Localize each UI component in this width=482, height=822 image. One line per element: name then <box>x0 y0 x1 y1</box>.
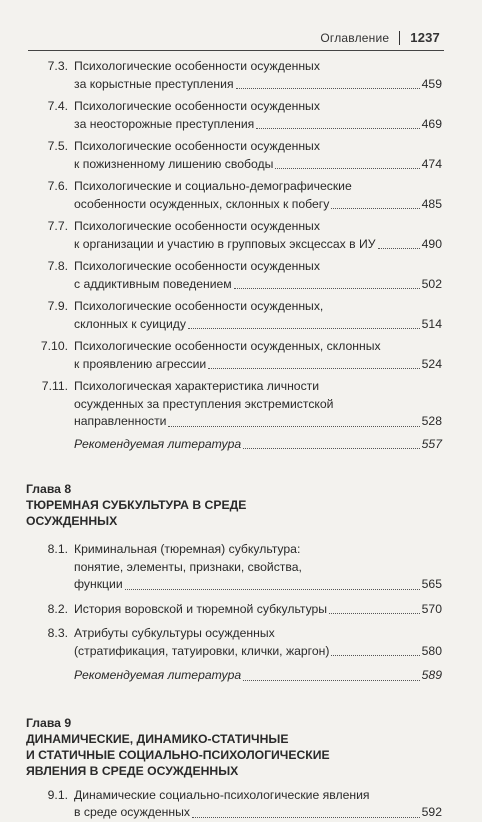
chapter-heading[interactable] <box>26 715 442 779</box>
dot-leader <box>125 589 420 590</box>
dot-leader <box>208 368 419 369</box>
title-line: Психологические особенности осужденных <box>74 59 320 73</box>
dot-leader <box>188 328 420 329</box>
section-title <box>74 98 442 133</box>
table-of-contents <box>0 58 482 822</box>
page-ref: 524 <box>421 356 442 371</box>
page-ref: 580 <box>421 643 442 658</box>
toc-entry[interactable] <box>0 178 482 213</box>
title-line: Атрибуты субкультуры осужденных <box>74 626 275 640</box>
chapter-title-line: ТЮРЕМНАЯ СУБКУЛЬТУРА В СРЕДЕ <box>26 498 247 512</box>
dot-leader <box>243 448 419 449</box>
chapter-heading[interactable] <box>26 481 442 529</box>
section-title <box>74 218 442 253</box>
running-header <box>320 30 440 45</box>
title-line: Психологические особенности осужденных <box>74 219 320 233</box>
toc-entry[interactable] <box>0 601 482 619</box>
page-ref: 570 <box>421 601 442 616</box>
section-title <box>74 138 442 173</box>
chapter-title-line: ЯВЛЕНИЯ В СРЕДЕ ОСУЖДЕННЫХ <box>26 763 239 778</box>
title-line: Психологические особенности осужденных, <box>74 299 324 313</box>
page-ref: 490 <box>421 236 442 251</box>
chapter-title-line: ОСУЖДЕННЫХ <box>26 514 118 528</box>
section-number: 7.3. <box>47 59 68 73</box>
page-ref: 565 <box>421 577 442 591</box>
title-line: Динамические социально-психологические явления <box>74 787 370 802</box>
title-line: особенности осужденных, склонных к побегу <box>74 196 330 211</box>
dot-leader <box>329 613 420 614</box>
title-line: направленности <box>74 414 167 428</box>
page-ref: 528 <box>421 414 442 428</box>
toc-entry[interactable] <box>0 625 482 660</box>
toc-entry[interactable] <box>0 378 482 431</box>
section-title <box>74 178 442 213</box>
section-number: 7.10. <box>40 339 68 353</box>
section-number: 7.5. <box>47 139 68 153</box>
toc-entry[interactable] <box>0 541 482 594</box>
page-ref: 589 <box>421 668 442 682</box>
header-separator <box>399 31 400 45</box>
chapter-label: Глава 8 <box>26 482 72 496</box>
toc-literature-entry[interactable] <box>0 436 482 454</box>
page-ref: 485 <box>421 196 442 211</box>
title-line: Криминальная (тюремная) субкультура: <box>74 542 301 556</box>
dot-leader <box>331 208 419 209</box>
page-number: 1237 <box>410 30 440 45</box>
toc-entry[interactable] <box>0 338 482 373</box>
dot-leader <box>378 248 420 249</box>
toc-entry[interactable] <box>0 258 482 293</box>
page-ref: 459 <box>421 76 442 91</box>
section-number: 9.1. <box>47 787 68 802</box>
section-number: 7.8. <box>47 259 68 273</box>
section-number: 8.2. <box>47 601 68 616</box>
page-ref: 474 <box>421 156 442 171</box>
title-line: Рекомендуемая литература <box>74 436 242 451</box>
section-number: 7.6. <box>47 179 68 193</box>
section-number: 7.11. <box>41 379 68 393</box>
section-title <box>74 667 442 685</box>
section-title: Оглавление <box>320 30 390 45</box>
toc-literature-entry[interactable] <box>0 667 482 685</box>
title-line: Психологическая характеристика личности <box>74 379 320 393</box>
title-line: за корыстные преступления <box>74 76 234 91</box>
toc-entry[interactable] <box>0 58 482 93</box>
section-title <box>74 58 442 93</box>
chapter-title-line: И СТАТИЧНЫЕ СОЦИАЛЬНО-ПСИХОЛОГИЧЕСКИЕ <box>26 747 330 762</box>
section-title <box>74 625 442 660</box>
page-ref: 469 <box>421 116 442 131</box>
header-rule <box>28 50 444 51</box>
section-title <box>74 338 442 373</box>
title-line: История воровской и тюремной субкультуры <box>74 601 328 616</box>
section-title <box>74 541 442 594</box>
toc-entry[interactable] <box>0 787 482 822</box>
toc-entry[interactable] <box>0 218 482 253</box>
section-number: 8.1. <box>47 542 68 556</box>
title-line: с аддиктивным поведением <box>74 276 232 291</box>
title-line: Психологические и социально-демографические <box>74 179 352 193</box>
chapter-title-line: ДИНАМИЧЕСКИЕ, ДИНАМИКО-СТАТИЧНЫЕ <box>26 731 289 746</box>
page-ref: 592 <box>421 805 442 819</box>
section-title <box>74 436 442 454</box>
page-ref: 502 <box>421 276 442 291</box>
toc-entry[interactable] <box>0 138 482 173</box>
section-title <box>74 298 442 333</box>
dot-leader <box>256 128 419 129</box>
title-line: функции <box>74 577 123 591</box>
title-line: в среде осужденных <box>74 805 190 819</box>
dot-leader <box>192 817 420 818</box>
page-ref: 514 <box>421 316 442 331</box>
title-line: склонных к суициду <box>74 316 186 331</box>
title-line: к проявлению агрессии <box>74 356 207 371</box>
dot-leader <box>234 288 420 289</box>
section-title <box>74 601 442 619</box>
dot-leader <box>243 680 419 681</box>
section-title <box>74 258 442 293</box>
dot-leader <box>331 655 419 656</box>
chapter-label: Глава 9 <box>26 715 72 730</box>
title-line: понятие, элементы, признаки, свойства, <box>74 559 302 574</box>
title-line: за неосторожные преступления <box>74 116 255 131</box>
title-line: к организации и участию в групповых эксцессах в ИУ <box>74 236 376 251</box>
page-ref: 557 <box>421 436 442 451</box>
toc-entry[interactable] <box>0 98 482 133</box>
title-line: к пожизненному лишению свободы <box>74 156 274 171</box>
section-title <box>74 787 442 822</box>
section-number: 7.7. <box>47 219 68 233</box>
dot-leader <box>275 168 419 169</box>
title-line: Рекомендуемая литература <box>74 668 242 682</box>
title-line: Психологические особенности осужденных <box>74 259 320 273</box>
dot-leader <box>168 426 419 427</box>
title-line: (стратификация, татуировки, клички, жаргон) <box>74 643 330 658</box>
section-title <box>74 378 442 431</box>
section-number: 7.9. <box>47 299 68 313</box>
toc-entry[interactable] <box>0 298 482 333</box>
title-line: Психологические особенности осужденных <box>74 99 320 113</box>
title-line: осужденных за преступления экстремистской <box>74 396 334 411</box>
section-number: 7.4. <box>47 99 68 113</box>
title-line: Психологические особенности осужденных, склонных <box>74 339 381 353</box>
title-line: Психологические особенности осужденных <box>74 139 320 153</box>
dot-leader <box>236 88 420 89</box>
section-number: 8.3. <box>47 626 68 640</box>
